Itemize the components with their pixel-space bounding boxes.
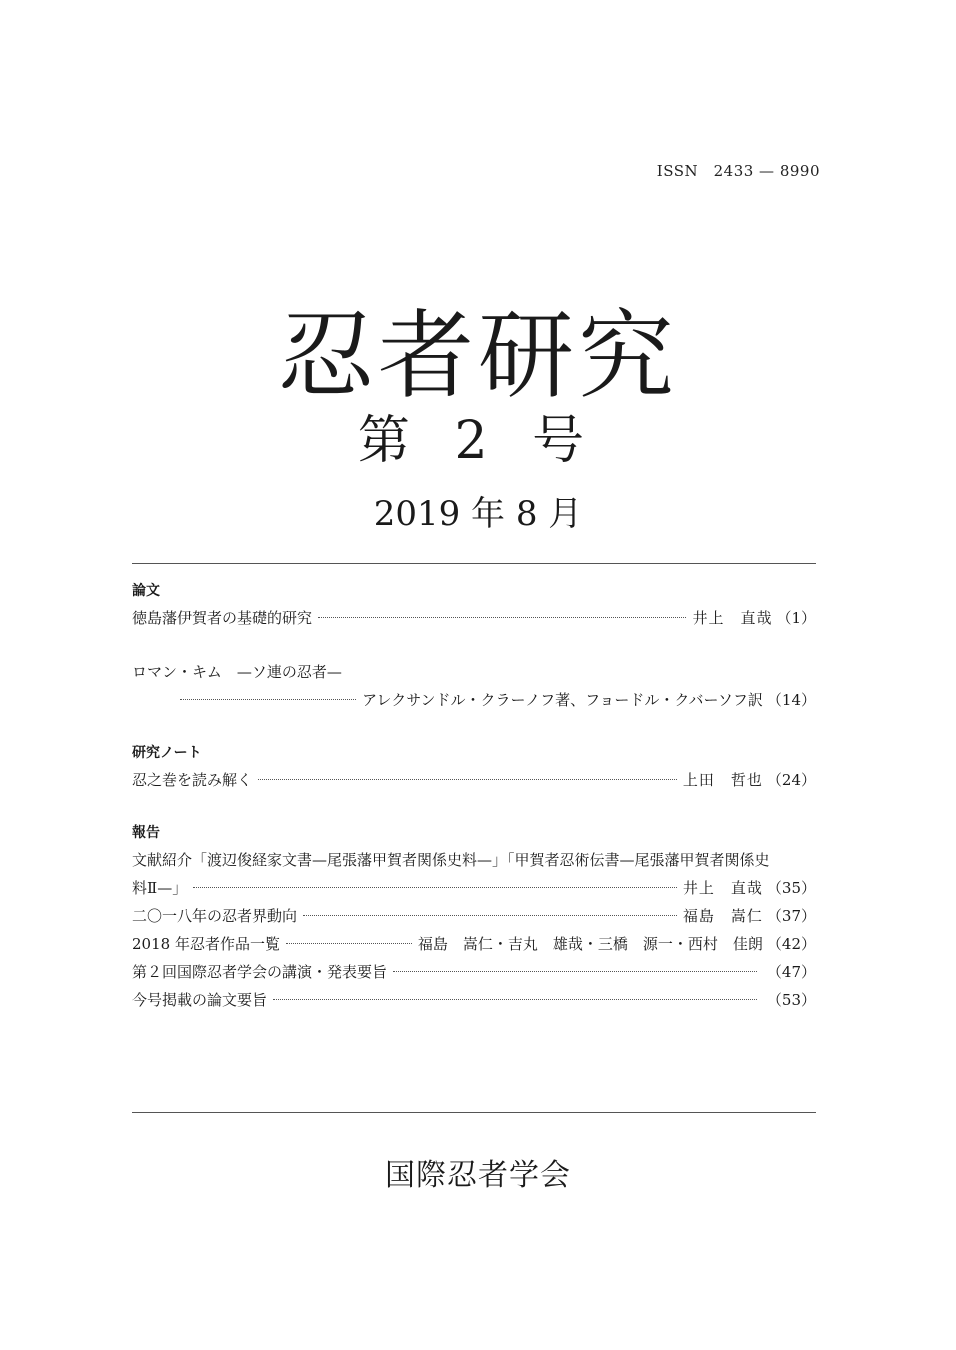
- leader-dots: [318, 617, 686, 618]
- entry-page: （47）: [766, 963, 816, 981]
- toc-entry[interactable]: [132, 874, 816, 902]
- entry-title: 今号掲載の論文要旨: [132, 991, 268, 1009]
- entry-title: 徳島藩伊賀者の基礎的研究: [132, 609, 313, 627]
- toc-entry[interactable]: [132, 958, 816, 986]
- entry-author: 上田 哲也: [682, 771, 763, 789]
- entry-page: （35）: [766, 879, 816, 897]
- issn: ISSN 2433 — 8990: [656, 162, 820, 180]
- entry-title-line[interactable]: 文献紹介「渡辺俊経家文書—尾張藩甲賀者関係史料—」「甲賀者忍術伝書—尾張藩甲賀者関係史: [132, 851, 770, 869]
- leader-dots: [393, 971, 757, 972]
- entry-title: 二〇一八年の忍者界動向: [132, 907, 298, 925]
- entry-author: 福島 嵩仁: [682, 907, 763, 925]
- entry-page: （14）: [766, 691, 816, 709]
- issue-number: 第 2 号: [357, 411, 599, 471]
- toc-entry[interactable]: [132, 902, 816, 930]
- section-heading: 報告: [132, 825, 160, 841]
- leader-dots: [273, 999, 757, 1000]
- entry-author: 井上 直哉: [682, 879, 763, 897]
- toc-entry[interactable]: [132, 930, 816, 958]
- entry-title: 忍之巻を読み解く: [132, 771, 253, 789]
- bottom-rule: [132, 1112, 816, 1113]
- journal-title: 忍者研究: [278, 300, 678, 413]
- leader-dots: [193, 887, 677, 888]
- issue-date: 2019 年 8 月: [373, 494, 583, 534]
- entry-title: 第２回国際忍者学会の講演・発表要旨: [132, 963, 388, 981]
- toc-entry[interactable]: [132, 604, 816, 632]
- leader-dots: [180, 699, 356, 700]
- section-heading: 研究ノート: [132, 745, 202, 761]
- leader-dots: [258, 779, 677, 780]
- toc-entry[interactable]: [132, 766, 816, 794]
- entry-title: 2018 年忍者作品一覧: [132, 935, 280, 953]
- entry-page: （37）: [766, 907, 816, 925]
- entry-page: （53）: [766, 991, 816, 1009]
- top-rule: [132, 563, 816, 564]
- entry-author: 福島 嵩仁・吉丸 雄哉・三橋 源一・西村 佳朗: [417, 935, 763, 953]
- publisher-name: 国際忍者学会: [385, 1158, 571, 1193]
- toc-entry[interactable]: [132, 686, 816, 714]
- leader-dots: [286, 943, 412, 944]
- entry-page: （24）: [766, 771, 816, 789]
- entry-title-line[interactable]: ロマン・キム —ソ連の忍者—: [132, 663, 342, 681]
- leader-dots: [303, 915, 677, 916]
- entry-page: （42）: [766, 935, 816, 953]
- section-heading: 論文: [132, 583, 160, 599]
- entry-title: 料Ⅱ—」: [132, 879, 188, 897]
- toc-entry[interactable]: [132, 986, 816, 1014]
- table-of-contents: [132, 578, 816, 1014]
- entry-page: （1）: [776, 609, 816, 627]
- entry-author: 井上 直哉: [692, 609, 773, 627]
- entry-author: アレクサンドル・クラーノフ著、フョードル・クバーソフ訳: [362, 691, 763, 709]
